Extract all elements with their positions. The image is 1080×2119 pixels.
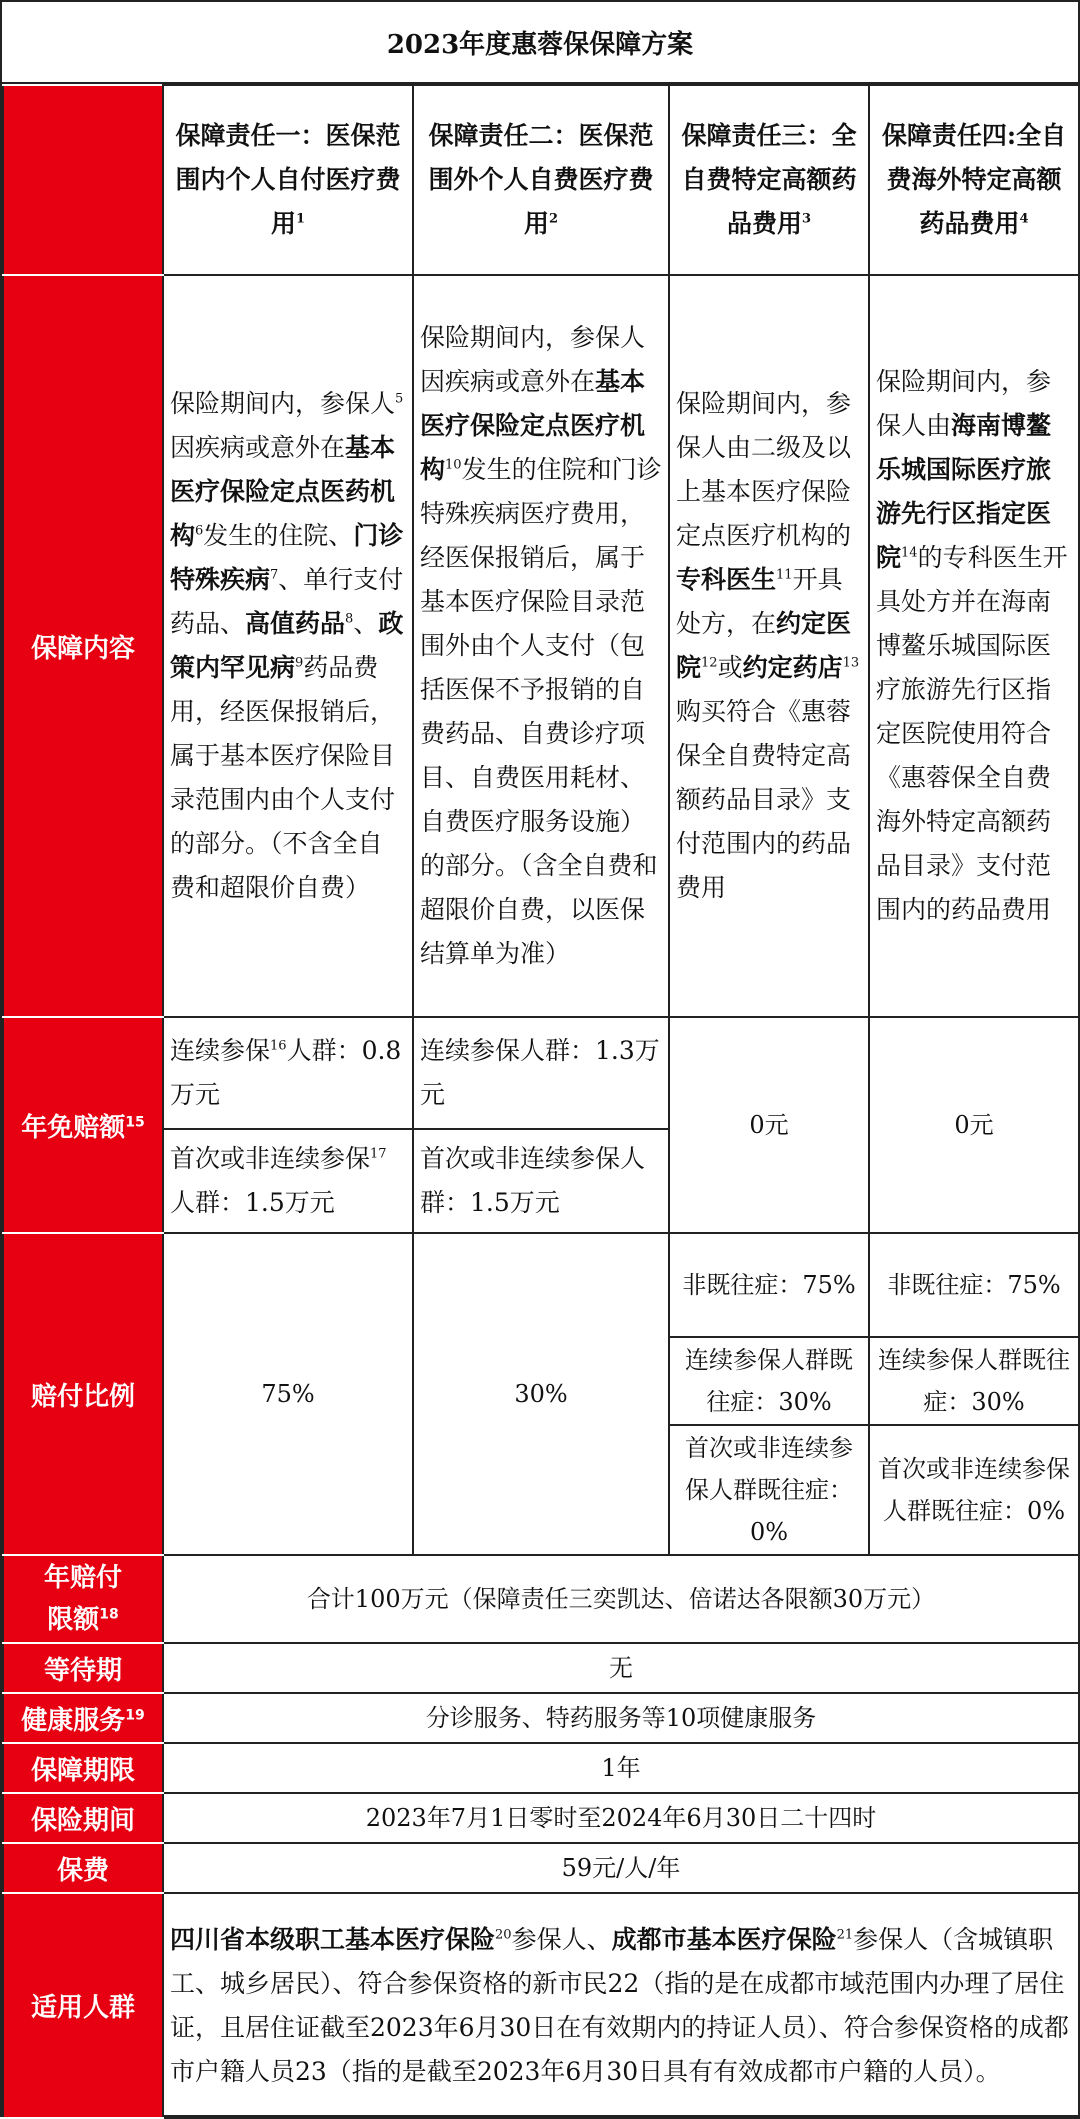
ratio-c3-continuous-preexisting: 连续参保人群既往症：30% — [669, 1337, 869, 1425]
corner-cell — [3, 85, 163, 275]
waiting-row — [3, 1643, 1079, 1693]
deductible-c1-continuous: 连续参保$^{16}$人群：0.8万元 — [163, 1017, 413, 1129]
column-header-2: 保障责任二：医保范围外个人自费医疗费用$^2$ — [413, 85, 669, 275]
term-row — [3, 1743, 1079, 1793]
ratio-c2: 30% — [413, 1233, 669, 1555]
content-cell-3: 保险期间内，参保人由二级及以上基本医疗保险定点医疗机构的专科医生$^{11}$开具处方，在约定医院$^{12}$或约定药店$^{13}$购买符合《惠蓉保全自费特定高额药品目录》支付范围内的药品费用 — [669, 275, 869, 1017]
deductible-c2-first: 首次或非连续参保人群：1.5万元 — [413, 1129, 669, 1233]
eligible-value: 四川省本级职工基本医疗保险$^{20}$参保人、成都市基本医疗保险$^{21}$参保人（含城镇职工、城乡居民）、符合参保资格的新市民22（指的是在成都市域范围内办理了居住证，且居住证截至2023年6月30日在有效期内的持证人员）、符合参保资格的成都市户籍人员23（指的是截至2023年6月30日具有有效成都市户籍的人员）。 — [163, 1893, 1079, 2118]
eligible-row — [3, 1893, 1079, 2118]
row-label-health: 健康服务$^{19}$ — [3, 1693, 163, 1743]
column-header-3: 保障责任三：全自费特定高额药品费用$^3$ — [669, 85, 869, 275]
plan-table — [2, 84, 1080, 2119]
deductible-c4: 0元 — [869, 1017, 1079, 1233]
column-header-row — [3, 85, 1079, 275]
premium-value: 59元/人/年 — [163, 1843, 1079, 1893]
ratio-c4-non-preexisting: 非既往症：75% — [869, 1233, 1079, 1337]
term-value: 1年 — [163, 1743, 1079, 1793]
row-label-term: 保障期限 — [3, 1743, 163, 1793]
deductible-c3: 0元 — [669, 1017, 869, 1233]
row-label-limit: 年赔付 限额$^{18}$ — [3, 1555, 163, 1643]
deductible-c2-continuous: 连续参保人群：1.3万元 — [413, 1017, 669, 1129]
content-row — [3, 275, 1079, 1017]
period-value: 2023年7月1日零时至2024年6月30日二十四时 — [163, 1793, 1079, 1843]
content-cell-4: 保险期间内，参保人由海南博鳌乐城国际医疗旅游先行区指定医院$^{14}$的专科医生开具处方并在海南博鳌乐城国际医疗旅游先行区指定医院使用符合《惠蓉保全自费海外特定高额药品目录》支付范围内的药品费用 — [869, 275, 1079, 1017]
row-label-period: 保险期间 — [3, 1793, 163, 1843]
column-header-4: 保障责任四:全自费海外特定高额药品费用$^4$ — [869, 85, 1079, 275]
ratio-c3-non-preexisting: 非既往症：75% — [669, 1233, 869, 1337]
row-label-eligible: 适用人群 — [3, 1893, 163, 2118]
row-label-deductible: 年免赔额$^{15}$ — [3, 1017, 163, 1233]
row-label-premium: 保费 — [3, 1843, 163, 1893]
health-value: 分诊服务、特药服务等10项健康服务 — [163, 1693, 1079, 1743]
ratio-c3-first-preexisting: 首次或非连续参保人群既往症：0% — [669, 1425, 869, 1555]
ratio-c1: 75% — [163, 1233, 413, 1555]
content-cell-1: 保险期间内，参保人$^5$因疾病或意外在基本医疗保险定点医药机构$^6$发生的住院、门诊特殊疾病$^7$、单行支付药品、高值药品$^8$、政策内罕见病$^9$药品费用，经医保报销后，属于基本医疗保险目录范围内由个人支付的部分。（不含全自费和超限价自费） — [163, 275, 413, 1017]
deductible-c1-first: 首次或非连续参保$^{17}$人群：1.5万元 — [163, 1129, 413, 1233]
limit-value: 合计100万元（保障责任三奕凯达、倍诺达各限额30万元） — [163, 1555, 1079, 1643]
column-header-1: 保障责任一：医保范围内个人自付医疗费用$^1$ — [163, 85, 413, 275]
limit-row — [3, 1555, 1079, 1643]
row-label-content: 保障内容 — [3, 275, 163, 1017]
ratio-c4-continuous-preexisting: 连续参保人群既往症：30% — [869, 1337, 1079, 1425]
health-row — [3, 1693, 1079, 1743]
page-title: 2023年度惠蓉保保障方案 — [2, 2, 1078, 84]
ratio-row-a — [3, 1233, 1079, 1337]
deductible-row-continuous — [3, 1017, 1079, 1129]
ratio-c4-first-preexisting: 首次或非连续参保人群既往症：0% — [869, 1425, 1079, 1555]
premium-row — [3, 1843, 1079, 1893]
waiting-value: 无 — [163, 1643, 1079, 1693]
period-row — [3, 1793, 1079, 1843]
content-cell-2: 保险期间内，参保人因疾病或意外在基本医疗保险定点医疗机构$^{10}$发生的住院和门诊特殊疾病医疗费用，经医保报销后，属于基本医疗保险目录范围外由个人支付（包括医保不予报销的自费药品、自费诊疗项目、自费医用耗材、自费医疗服务设施）的部分。（含全自费和超限价自费，以医保结算单为准） — [413, 275, 669, 1017]
row-label-waiting: 等待期 — [3, 1643, 163, 1693]
row-label-ratio: 赔付比例 — [3, 1233, 163, 1555]
